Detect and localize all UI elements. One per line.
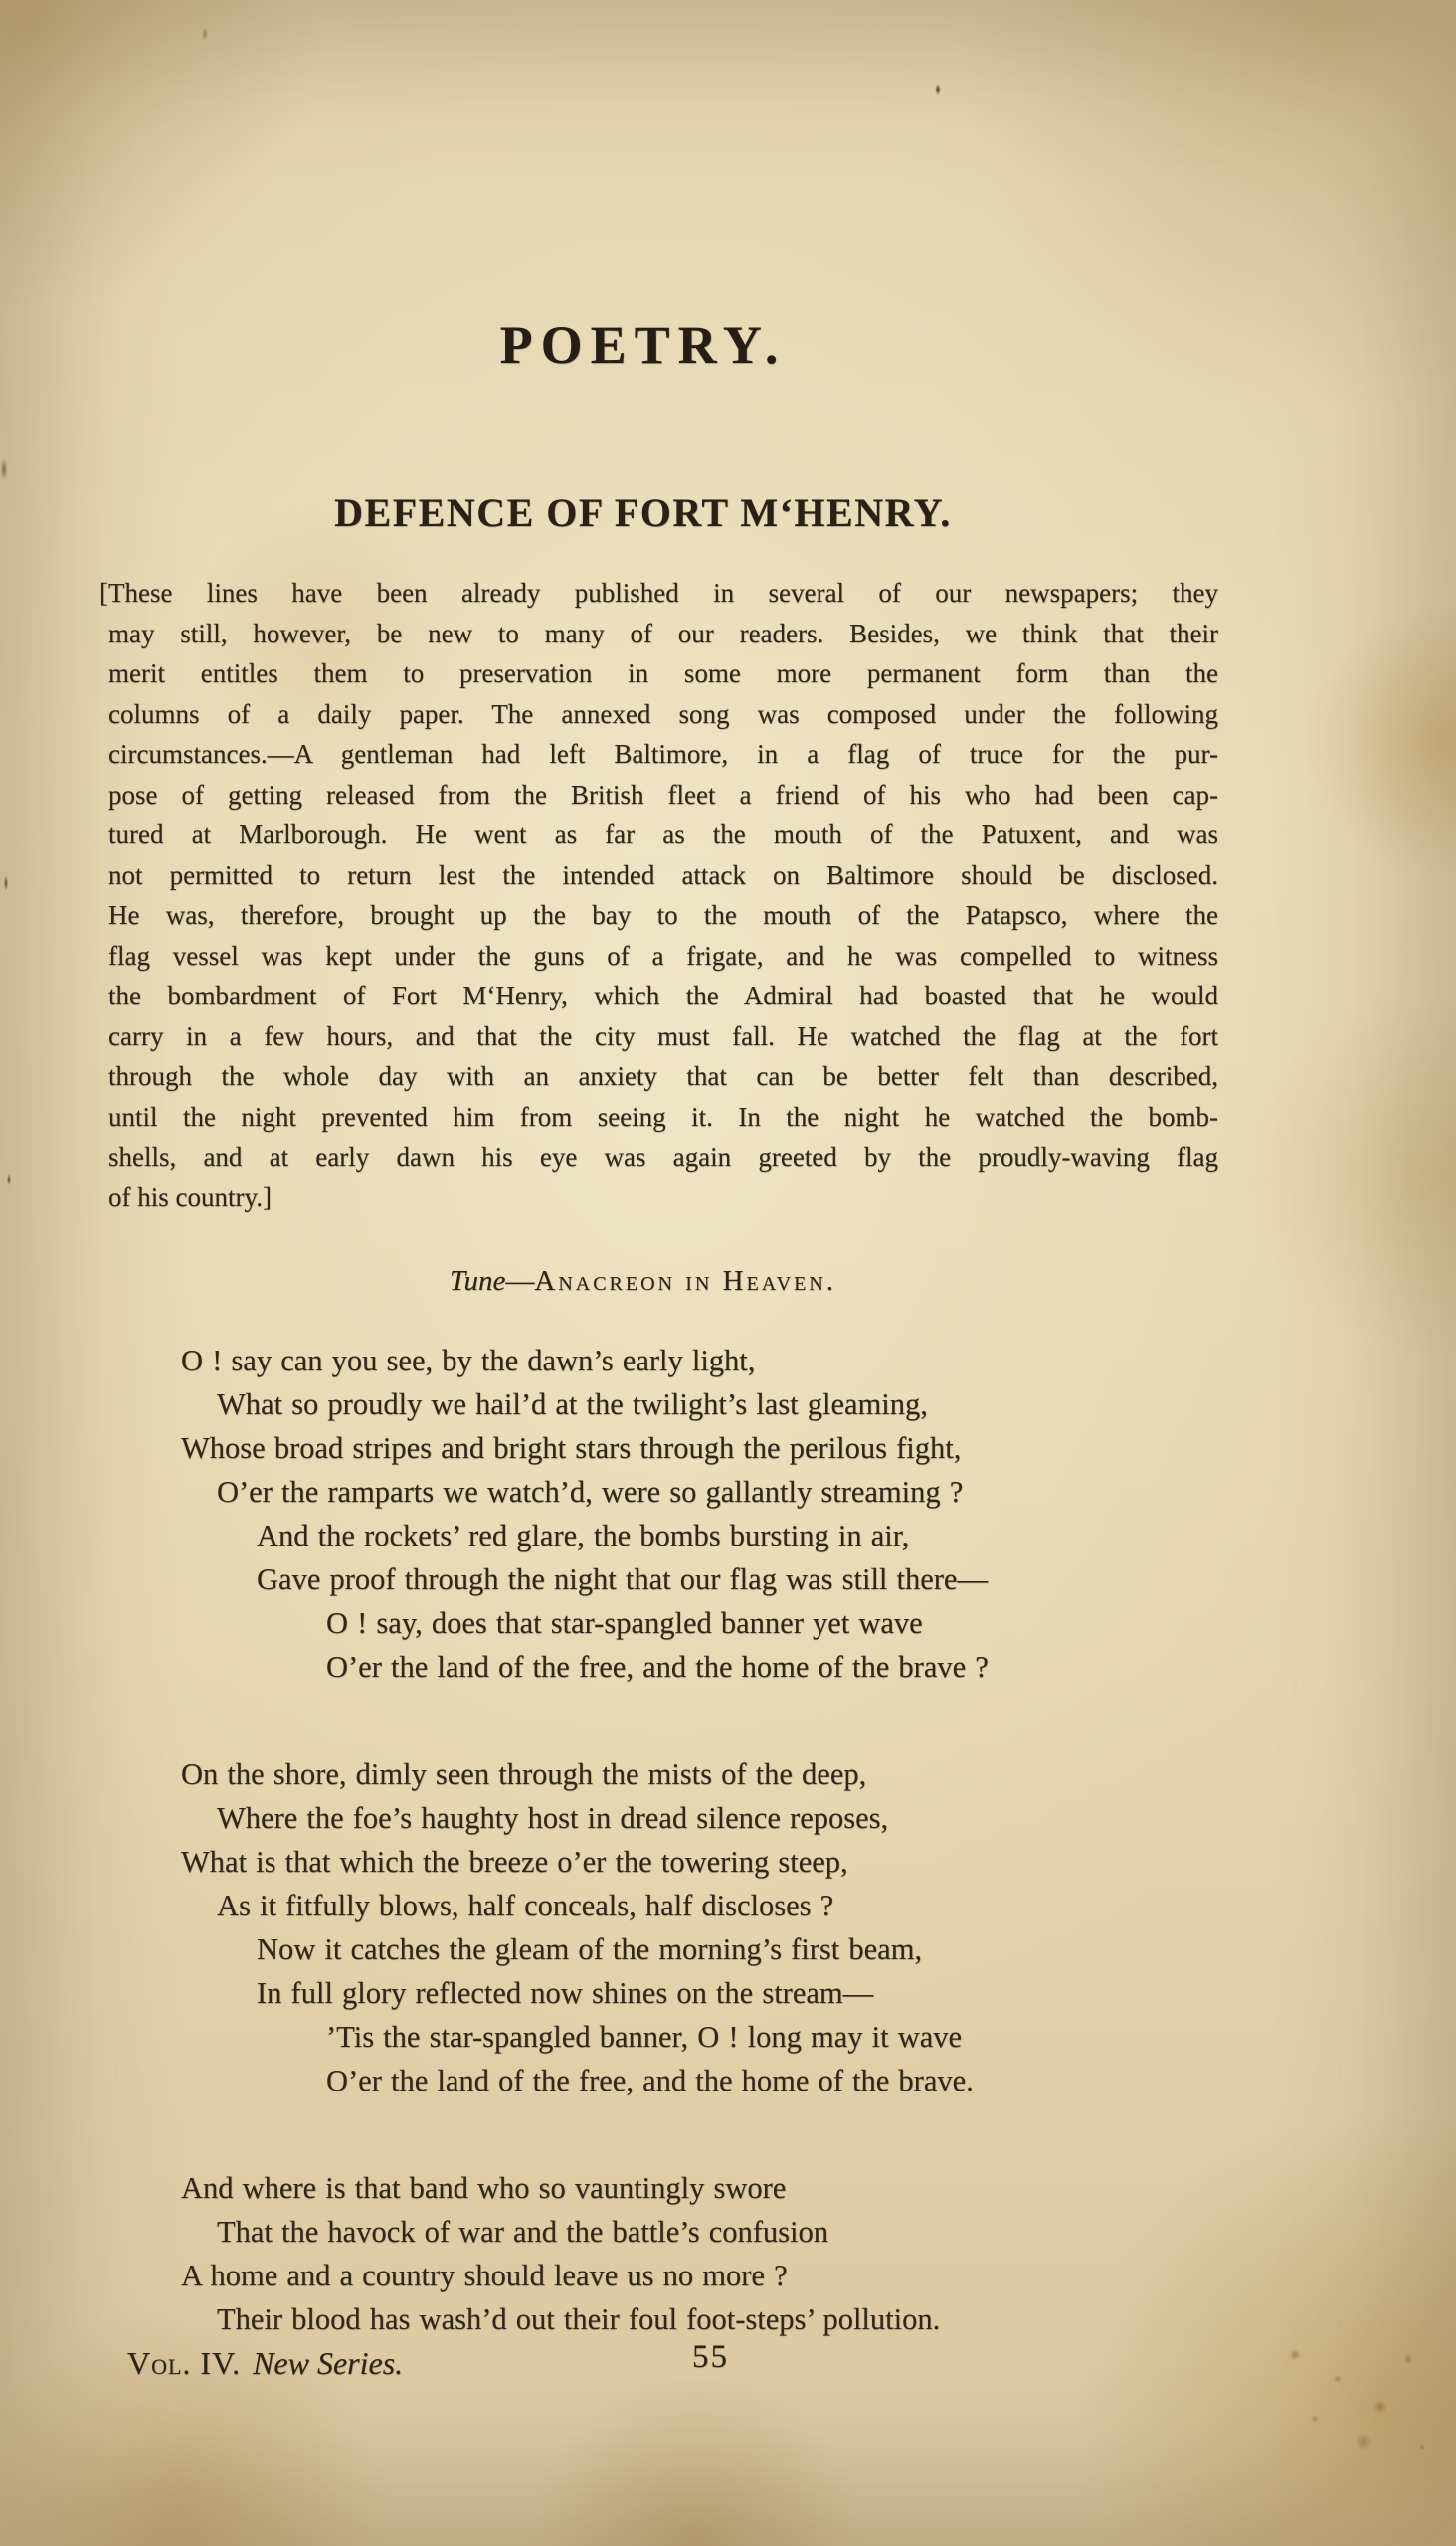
- verse-line: On the shore, dimly seen through the mists of the deep,: [181, 1757, 867, 1791]
- stanza-2: [99, 1752, 1218, 2102]
- editorial-note-line: [These lines have been already published in several of our newspapers; they: [99, 578, 1218, 608]
- tune-label: Tune: [449, 1265, 506, 1297]
- verse-line: O ! say, does that star-spangled banner yet wave: [326, 1606, 923, 1640]
- verse-line: Now it catches the gleam of the morning’s first beam,: [257, 1932, 923, 1966]
- volume-label: Vol. IV.: [127, 2345, 242, 2381]
- verse-line: That the havock of war and the battle’s confusion: [217, 2215, 829, 2249]
- editorial-note-line: may still, however, be new to many of our readers. Besides, we think that their: [108, 618, 1218, 648]
- editorial-note-line: of his country.]: [108, 1182, 272, 1212]
- editorial-note-line: He was, therefore, brought up the bay to the mouth of the Patapsco, where the: [108, 900, 1218, 930]
- editorial-note-line: until the night prevented him from seeing it. In the night he watched the bomb-: [108, 1101, 1218, 1132]
- editorial-note-line: circumstances.—A gentleman had left Baltimore, in a flag of truce for the pur-: [108, 739, 1218, 769]
- editorial-note-line: pose of getting released from the British fleet a friend of his who had been cap-: [108, 779, 1218, 810]
- page-number: 55: [692, 2339, 729, 2375]
- verse-line: And the rockets’ red glare, the bombs bursting in air,: [257, 1519, 910, 1552]
- verse-line: What so proudly we hail’d at the twilight’s last gleaming,: [217, 1387, 928, 1421]
- verse-line: In full glory reflected now shines on the stream—: [257, 1976, 874, 2010]
- stanza-1: [99, 1339, 1218, 1689]
- editorial-note-line: the bombardment of Fort M‘Henry, which the Admiral had boasted that he would: [108, 981, 1218, 1010]
- page-content: [99, 0, 1218, 2546]
- poem-stanzas: [99, 1339, 1218, 2405]
- verse-line: And where is that band who so vauntingly swore: [181, 2171, 787, 2205]
- editorial-note-line: columns of a daily paper. The annexed song was composed under the following: [108, 698, 1218, 729]
- verse-line: ’Tis the star-spangled banner, O ! long may it wave: [326, 2020, 963, 2054]
- article-title: DEFENCE OF FORT M‘HENRY.: [334, 490, 952, 535]
- editorial-note-line: carry in a few hours, and that the city must fall. He watched the flag at the fort: [108, 1020, 1218, 1051]
- page-title: POETRY.: [499, 315, 787, 375]
- tune-dash: —: [505, 1265, 535, 1297]
- verse-line: What is that which the breeze o’er the towering steep,: [181, 1845, 848, 1879]
- verse-line: As it fitfully blows, half conceals, half discloses ?: [217, 1889, 834, 1922]
- series-label: New Series.: [253, 2345, 404, 2381]
- verse-line: Their blood has wash’d out their foul foot-steps’ pollution.: [217, 2302, 941, 2336]
- verse-line: Whose broad stripes and bright stars through the perilous fight,: [181, 1431, 962, 1465]
- editorial-note-line: shells, and at early dawn his eye was again greeted by the proudly-waving flag: [108, 1142, 1218, 1172]
- editorial-note: [99, 573, 1218, 1217]
- page-footer: [99, 2339, 1218, 2382]
- stanza-3: [99, 2166, 1218, 2341]
- editorial-note-line: not permitted to return lest the intended attack on Baltimore should be disclosed.: [108, 859, 1218, 890]
- verse-line: O’er the land of the free, and the home of the brave.: [326, 2064, 974, 2097]
- verse-line: O’er the ramparts we watch’d, were so gallantly streaming ?: [217, 1475, 964, 1509]
- tune-name: Anacreon in Heaven.: [534, 1265, 836, 1297]
- editorial-note-line: flag vessel was kept under the guns of a frigate, and he was compelled to witness: [108, 940, 1218, 971]
- editorial-note-line: merit entitles them to preservation in some more permanent form than the: [108, 658, 1218, 688]
- verse-line: Where the foe’s haughty host in dread silence reposes,: [217, 1801, 889, 1835]
- editorial-note-line: through the whole day with an anxiety that can be better felt than described,: [108, 1061, 1218, 1091]
- verse-line: O ! say can you see, by the dawn’s early light,: [181, 1344, 756, 1377]
- volume-and-series: [99, 2345, 403, 2381]
- tune-line: [84, 1265, 1202, 1298]
- verse-line: O’er the land of the free, and the home of the brave ?: [326, 1650, 989, 1684]
- editorial-note-line: tured at Marlborough. He went as far as the mouth of the Patuxent, and was: [108, 819, 1218, 849]
- verse-line: A home and a country should leave us no more ?: [181, 2259, 788, 2292]
- verse-line: Gave proof through the night that our flag was still there—: [257, 1562, 988, 1596]
